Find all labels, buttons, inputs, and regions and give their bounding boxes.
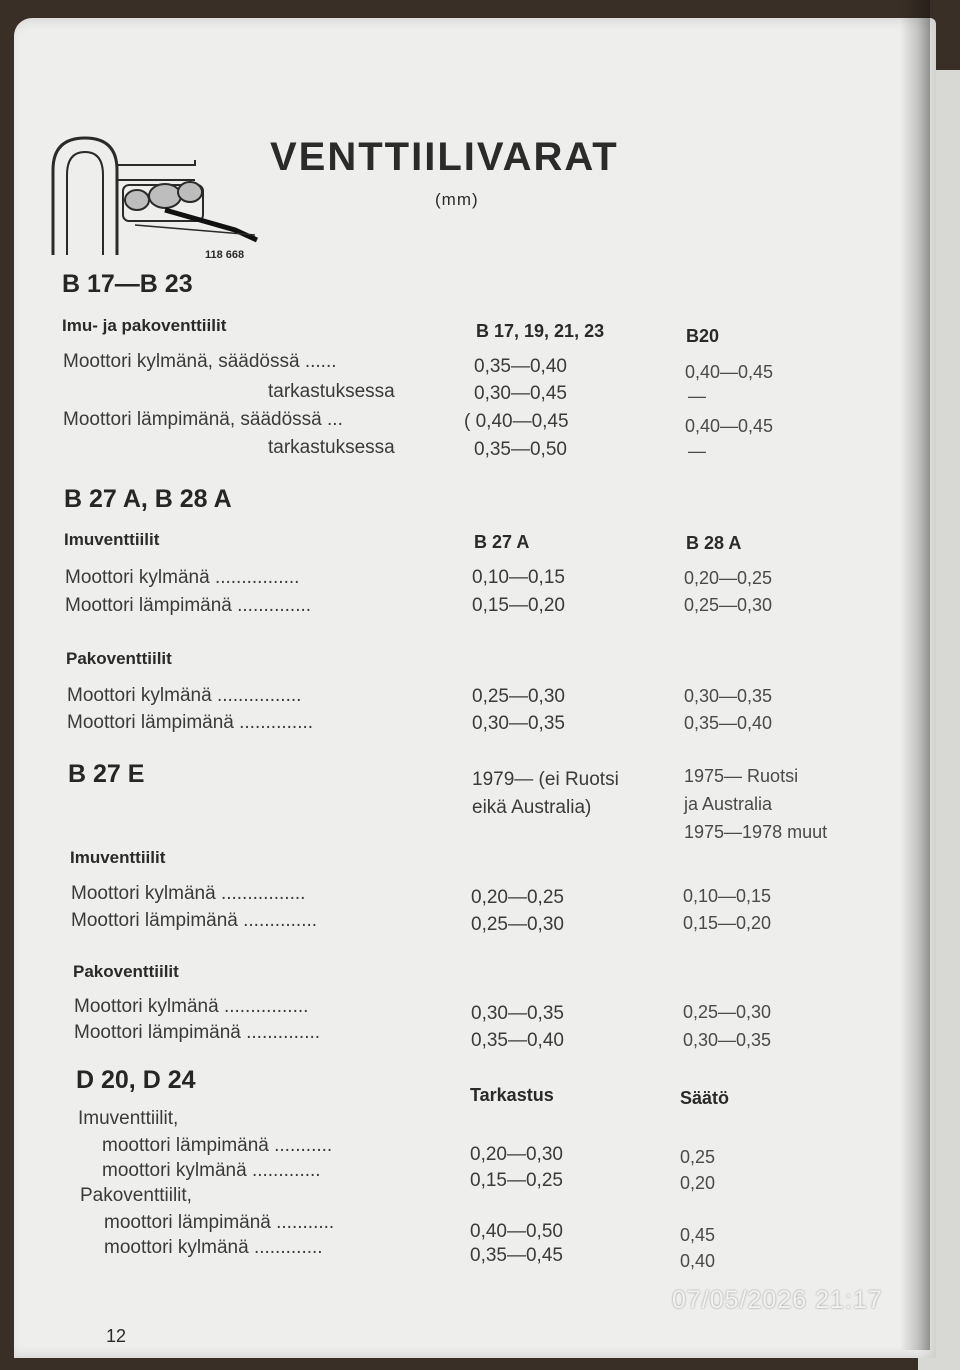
section-heading-b17: B 17—B 23 <box>62 270 193 298</box>
b27e-row-value2: 0,25—0,30 <box>683 1002 772 1022</box>
b27a-row-value1: 0,15—0,20 <box>472 595 565 616</box>
b17-row-label: Moottori lämpimänä, säädössä ... <box>63 409 343 430</box>
d20-col1-header: Tarkastus <box>470 1085 554 1105</box>
b27e-row-label: Moottori kylmänä ................ <box>71 883 306 904</box>
b27e-row-label: Moottori kylmänä ................ <box>74 996 309 1017</box>
b17-row-label: tarkastuksessa <box>268 437 395 458</box>
b27e-col1-header: 1979— (ei Ruotsi eikä Australia) <box>472 769 619 818</box>
b17-row-value2: 0,40—0,45 <box>685 362 774 382</box>
b17-row-value1: 0,35—0,50 <box>474 439 567 460</box>
d20-row-value2: 0,25 <box>680 1147 716 1167</box>
b27a-row-label: Moottori kylmänä ................ <box>67 685 302 706</box>
d20-col2-header: Säätö <box>680 1088 730 1108</box>
b17-subheading: Imu- ja pakoventtiilit <box>62 316 227 335</box>
b27e-exhaust-subheading: Pakoventtiilit <box>73 962 179 981</box>
b27a-row-value2: 0,20—0,25 <box>684 568 773 588</box>
b17-row-label: Moottori kylmänä, säädössä ...... <box>63 351 337 372</box>
section-heading-b27e: B 27 E <box>68 760 145 788</box>
d20-row-value2: 0,45 <box>680 1225 716 1245</box>
d20-row-value1: 0,40—0,50 <box>470 1221 563 1242</box>
b27e-col2-header-line: 1975— Ruotsi <box>684 766 799 786</box>
d20-row-label: moottori kylmänä ............. <box>104 1237 323 1258</box>
b27e-row-value1: 0,25—0,30 <box>471 914 564 935</box>
b27a-row-value2: 0,30—0,35 <box>684 686 773 706</box>
b27a-row-value2: 0,35—0,40 <box>684 713 773 733</box>
b27a-row-value1: 0,10—0,15 <box>472 567 565 588</box>
b27a-exhaust-subheading: Pakoventtiilit <box>66 649 172 668</box>
d20-row-label: moottori lämpimänä ........... <box>104 1212 335 1233</box>
page-number: 12 <box>106 1326 127 1346</box>
d20-exhaust-label: Pakoventtiilit, <box>80 1185 192 1206</box>
b27e-row-value1: 0,20—0,25 <box>471 887 564 908</box>
b27a-intake-subheading: Imuventtiilit <box>64 530 160 549</box>
b17-row-value1: 0,30—0,45 <box>474 383 567 404</box>
b17-row-value2: — <box>688 386 706 406</box>
d20-row-value2: 0,40 <box>680 1251 716 1271</box>
d20-row-label: moottori kylmänä ............. <box>102 1160 321 1181</box>
b17-row-value2: — <box>688 441 706 461</box>
b17-col2-header: B20 <box>686 326 720 346</box>
d20-intake-label: Imuventtiilit, <box>78 1108 179 1129</box>
b27e-row-value2: 0,30—0,35 <box>683 1030 772 1050</box>
book-spine-shadow <box>900 0 930 1350</box>
d20-row-value1: 0,15—0,25 <box>470 1170 563 1191</box>
b27e-row-value1: 0,30—0,35 <box>471 1003 564 1024</box>
b27a-row-value1: 0,30—0,35 <box>472 713 565 734</box>
b27e-intake-subheading: Imuventtiilit <box>70 848 166 867</box>
b27e-row-value1: 0,35—0,40 <box>471 1030 564 1051</box>
section-heading-d20: D 20, D 24 <box>76 1066 196 1094</box>
b27a-row-value1: 0,25—0,30 <box>472 686 565 707</box>
b27a-row-label: Moottori lämpimänä .............. <box>67 712 314 733</box>
b27a-col1-header: B 27 A <box>474 532 530 552</box>
section-heading-b27a: B 27 A, B 28 A <box>64 485 232 513</box>
d20-row-value1: 0,35—0,45 <box>470 1245 563 1266</box>
photo-timestamp: 07/05/2026 21:17 <box>672 1286 883 1314</box>
b27a-col2-header: B 28 A <box>686 533 742 553</box>
b27a-row-label: Moottori lämpimänä .............. <box>65 595 312 616</box>
b27e-row-value2: 0,15—0,20 <box>683 913 772 933</box>
b17-row-value1: ( 0,40—0,45 <box>464 411 569 432</box>
b27e-col2-header-line: 1975—1978 muut <box>684 822 828 842</box>
b27e-col2-header-line: ja Australia <box>684 794 773 814</box>
b27e-row-value2: 0,10—0,15 <box>683 886 772 906</box>
d20-row-value2: 0,20 <box>680 1173 716 1193</box>
unit-label: (mm) <box>435 190 479 209</box>
page-title: VENTTIILIVARAT <box>270 135 619 179</box>
b17-col1-header: B 17, 19, 21, 23 <box>476 321 605 341</box>
b27e-row-label: Moottori lämpimänä .............. <box>74 1022 321 1043</box>
valve-clearance-illustration <box>45 130 265 260</box>
b17-row-label: tarkastuksessa <box>268 381 395 402</box>
b27e-row-label: Moottori lämpimänä .............. <box>71 910 318 931</box>
figure-number: 118 668 <box>205 249 245 261</box>
b17-row-value2: 0,40—0,45 <box>685 416 774 436</box>
b17-row-value1: 0,35—0,40 <box>474 356 567 377</box>
b27a-row-value2: 0,25—0,30 <box>684 595 773 615</box>
d20-row-value1: 0,20—0,30 <box>470 1144 563 1165</box>
b27a-row-label: Moottori kylmänä ................ <box>65 567 300 588</box>
d20-row-label: moottori lämpimänä ........... <box>102 1135 333 1156</box>
